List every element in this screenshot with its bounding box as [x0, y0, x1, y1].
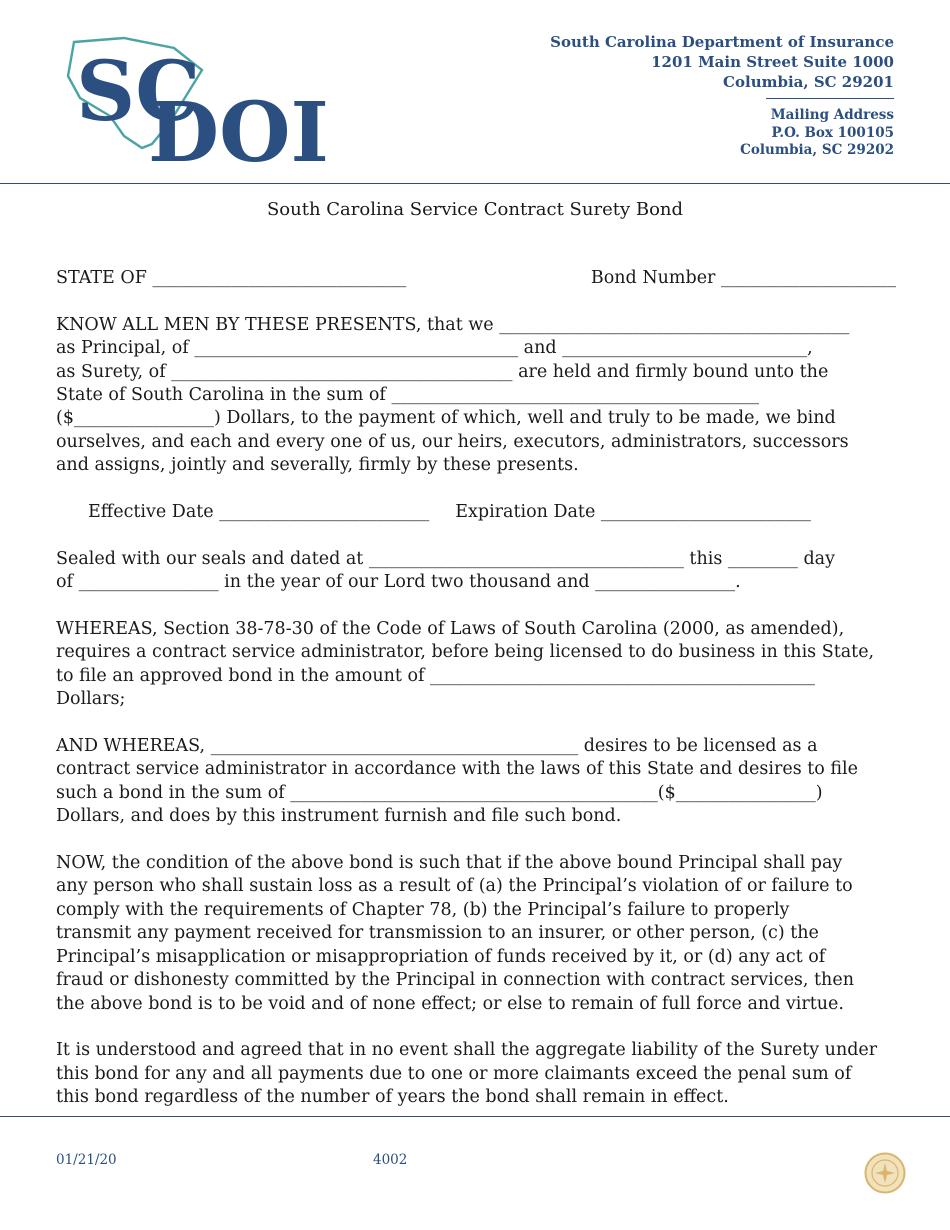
mailing-city: Columbia, SC 29202 — [740, 142, 894, 158]
po-box: P.O. Box 100105 — [771, 124, 894, 141]
document-body — [56, 267, 896, 1133]
text-line: to file an approved bond in the amount of ____________________________________________ — [56, 665, 816, 686]
dates-row — [56, 501, 896, 524]
agency-address-block — [550, 32, 894, 160]
text-line: fraud or dishonesty committed by the Principal in connection with contract services, then — [56, 970, 854, 991]
understood-paragraph — [56, 1039, 896, 1109]
text-line: such a bond in the sum of __________________________________________($________________) — [56, 782, 823, 803]
text-line: and assigns, jointly and severally, firmly by these presents. — [56, 455, 579, 476]
state-seal-icon — [864, 1152, 906, 1194]
header-divider — [0, 183, 950, 184]
street-address: 1201 Main Street Suite 1000 — [651, 53, 894, 71]
text-line: this bond regardless of the number of years the bond shall remain in effect. — [56, 1087, 729, 1108]
text-line: ourselves, and each and every one of us, our heirs, executors, administrators, successors — [56, 431, 849, 452]
form-number: 4002 — [373, 1152, 408, 1168]
agency-name: South Carolina Department of Insurance — [550, 33, 894, 51]
text-line: AND WHEREAS, __________________________________________ desires to be licensed as a — [56, 736, 818, 757]
text-line: KNOW ALL MEN BY THESE PRESENTS, that we ________________________________________ — [56, 314, 850, 335]
text-line: Dollars; — [56, 689, 126, 710]
and-whereas-paragraph — [56, 735, 896, 829]
address-divider — [766, 98, 894, 99]
condition-paragraph — [56, 852, 896, 1016]
scdoi-logo — [54, 34, 354, 166]
text-line: the above bond is to be void and of none effect; or else to remain of full force and virtue. — [56, 993, 844, 1014]
text-line: NOW, the condition of the above bond is such that if the above bound Principal shall pay — [56, 853, 843, 874]
text-line: State of South Carolina in the sum of __________________________________________ — [56, 385, 759, 406]
text-line: Sealed with our seals and dated at ____________________________________ this ________ day — [56, 548, 835, 569]
text-line: as Principal, of _____________________________________ and ____________________________, — [56, 338, 813, 359]
text-line: contract service administrator in accordance with the laws of this State and desires to file — [56, 759, 859, 780]
footer-date: 01/21/20 — [56, 1152, 117, 1168]
text-line: comply with the requirements of Chapter 78, (b) the Principal’s failure to properly — [56, 899, 790, 920]
bond-number-field[interactable]: Bond Number ____________________ — [590, 268, 896, 288]
expiration-date-field[interactable]: Expiration Date ________________________ — [455, 502, 811, 523]
text-line: It is understood and agreed that in no event shall the aggregate liability of the Surety under — [56, 1040, 878, 1061]
sealed-paragraph — [56, 548, 896, 595]
svg-text:SC: SC — [76, 44, 201, 140]
text-line: of ________________ in the year of our Lord two thousand and ________________. — [56, 572, 741, 593]
city-address: Columbia, SC 29201 — [723, 73, 894, 91]
document-title: South Carolina Service Contract Surety Bond — [266, 199, 684, 220]
text-line: any person who shall sustain loss as a result of (a) the Principal’s violation of or failure to — [56, 876, 853, 897]
know-all-men-paragraph — [56, 314, 896, 478]
text-line: WHEREAS, Section 38-78-30 of the Code of Laws of South Carolina (2000, as amended), — [56, 619, 845, 640]
effective-date-field[interactable]: Effective Date ________________________ — [88, 502, 430, 523]
footer-divider — [0, 1116, 950, 1117]
whereas-paragraph — [56, 618, 896, 712]
state-bond-row — [56, 267, 896, 290]
text-line: requires a contract service administrator, before being licensed to do business in this State, — [56, 642, 875, 663]
text-line: as Surety, of _______________________________________ are held and firmly bound unto the — [56, 361, 829, 382]
text-line: Principal’s misapplication or misappropriation of funds received by it, or (d) any act of — [56, 946, 826, 967]
svg-text:DOI: DOI — [148, 85, 329, 166]
text-line: Dollars, and does by this instrument furnish and file such bond. — [56, 806, 622, 827]
text-line: transmit any payment received for transmission to an insurer, or other person, (c) the — [56, 923, 819, 944]
mailing-label: Mailing Address — [770, 107, 894, 123]
state-of-field[interactable]: STATE OF _____________________________ — [56, 268, 407, 288]
text-line: this bond for any and all payments due to one or more claimants exceed the penal sum of — [56, 1063, 852, 1084]
text-line: ($________________) Dollars, to the payment of which, well and truly to be made, we bind — [56, 408, 836, 429]
